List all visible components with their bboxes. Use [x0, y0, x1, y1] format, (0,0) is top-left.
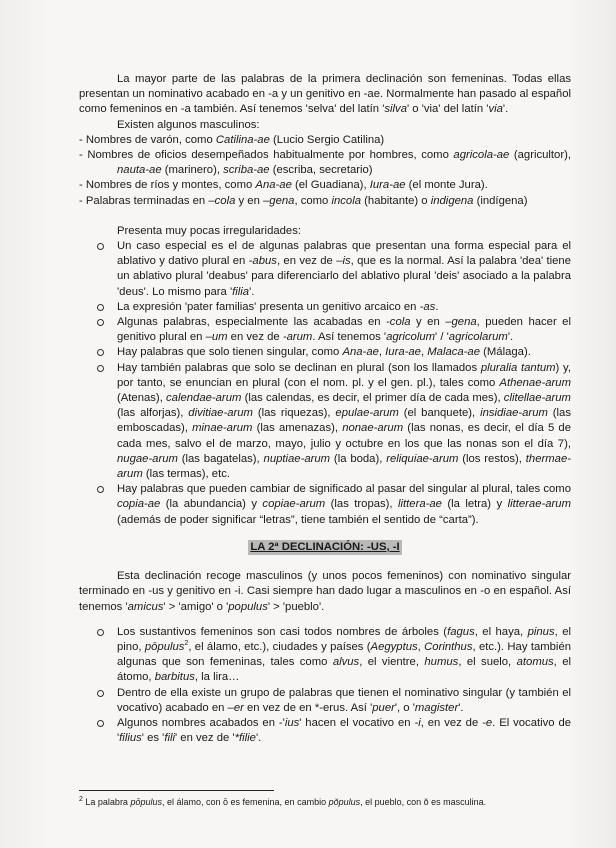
list-item: Algunas palabras, especialmente las acabadas en -cola y en –gena, pueden hacer el genitivo plural en –um en vez de -arum. Así tenemos 'agricolum' / 'agricolarum'.	[79, 315, 571, 345]
list-item: Los sustantivos femeninos son casi todos nombres de árboles (fagus, el haya, pinus, el pino, pōpulus$^2$, el álamo, etc.), ciudades y países (Aegyptus, Corinthus, etc.). Hay también algunas que son femeninas, tales como alvus, el vientre, humus, el suelo, atomus, el átomo, barbitus, la lira…	[79, 625, 571, 686]
irregularities-list	[79, 239, 571, 528]
intro-paragraph-first-declension: La mayor parte de las palabras de la primera declinación son femeninas. Todas ellas presentan un nominativo acabado en -a y un genitivo en -ae. Normalmente han pasado al español como femeninos en -a también. Así tenemos 'selva' del latín 'silva' o 'via' del latín 'via'.	[79, 73, 571, 116]
list-item: Hay palabras que solo tienen singular, como Ana-ae, Iura-ae, Malaca-ae (Málaga).	[79, 345, 571, 360]
masculine-item: - Palabras terminadas en –cola y en –gena, como incola (habitante) o indigena (indígena)	[79, 194, 528, 207]
list-item: Hay también palabras que solo se declinan en plural (son los llamados pluralia tantum) y, por tanto, se enuncian en plural (con el nom. pl. y el gen. pl.), tales como Athenae-arum (Atenas), calendae-arum (las calendas, es decir, el primer día de cada mes), clitellae-arum (las alforjas), divitiae-arum (las riquezas), epulae-arum (el banquete), insidiae-arum (las emboscadas), minae-arum (las amenazas), nonae-arum (las nonas, es decir, el día 5 de cada mes, salvo el de marzo, mayo, julio y octubre en los que las nonas son el día 7), nugae-arum (las bagatelas), nuptiae-arum (la boda), reliquiae-arum (los restos), thermae-arum (las termas), etc.	[79, 361, 571, 483]
list-item: Un caso especial es el de algunas palabras que presentan una forma especial para el ablativo y dativo plural en -abus, en vez de –is, que es la normal. Así la palabra 'dea' tiene un ablativo plural 'deabus' para diferenciarlo del ablativo plural 'deis' asociado a la palabra 'deus'. Lo mismo para 'filia'.	[79, 239, 571, 300]
footnote-divider	[79, 790, 274, 791]
masculine-item: - Nombres de oficios desempeñados habitualmente por hombres, como agricola-ae (agricultor), nauta-ae (marinero), scriba-ae (escriba, secretario)	[79, 149, 571, 177]
bullet-icon	[97, 365, 104, 372]
footnote: $^2$ La palabra pōpulus, el álamo, con ō es femenina, en cambio pŏpulus, el pueblo, con ŏ es masculina.	[79, 796, 487, 807]
bullet-icon	[97, 690, 104, 697]
intro-paragraph-second-declension: Esta declinación recoge masculinos (y unos pocos femeninos) con nominativo singular terminado en -us y genitivo en -i. Casi siempre han dado lugar a masculinos en -o en español. Así tenemos 'amicus' > 'amigo' o 'populus' > 'pueblo'.	[79, 570, 571, 613]
masculine-intro: Existen algunos masculinos:	[117, 118, 260, 131]
section-heading: LA 2ª DECLINACIÓN: -US, -I	[248, 540, 401, 555]
masculine-item: - Nombres de ríos y montes, como Ana-ae (el Guadiana), Iura-ae (el monte Jura).	[79, 179, 488, 192]
section-heading-wrap	[79, 540, 571, 555]
irregularities-intro: Presenta muy pocas irregularidades:	[117, 224, 301, 237]
second-declension-list	[79, 625, 571, 747]
bullet-icon	[97, 720, 104, 727]
list-item: La expresión 'pater familias' presenta un genitivo arcaico en -as.	[79, 300, 571, 315]
bullet-icon	[97, 319, 104, 326]
bullet-icon	[97, 304, 104, 311]
list-item: Hay palabras que pueden cambiar de significado al pasar del singular al plural, tales como copia-ae (la abundancia) y copiae-arum (las tropas), littera-ae (la letra) y litterae-arum (además de poder significar “letras”, tiene también el sentido de “carta”).	[79, 482, 571, 528]
main-text	[79, 72, 571, 746]
bullet-icon	[97, 349, 104, 356]
masculine-list	[79, 133, 571, 209]
masculine-item: - Nombres de varón, como Catilina-ae (Lucio Sergio Catilina)	[79, 133, 385, 146]
bullet-icon	[97, 243, 104, 250]
list-item: Dentro de ella existe un grupo de palabras que tienen el nominativo singular (y también el vocativo) acabado en –er en vez de en *-erus. Así 'puer', o 'magister'.	[79, 686, 571, 716]
list-item: Algunos nombres acabados en -'ius' hacen el vocativo en -i, en vez de -e. El vocativo de 'filius' es 'fili' en vez de '*filie'.	[79, 716, 571, 746]
bullet-icon	[97, 486, 104, 493]
bullet-icon	[97, 629, 104, 636]
